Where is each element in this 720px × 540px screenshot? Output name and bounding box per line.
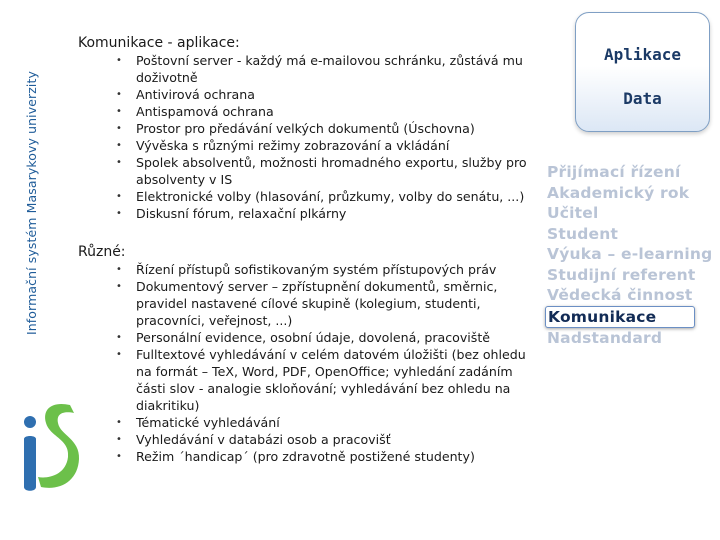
list-item: • Vyhledávání v databázi osob a pracovišť	[116, 431, 538, 448]
section-applications	[78, 34, 538, 222]
list-item: • Fulltextové vyhledávání v celém datovém úložišti (bez ohledu na formát – TeX, Word, PDF, OpenOffice; vyhledání zadáním části slov - analogie skloňování; vyhledávání bez ohledu na diakritiku)	[116, 346, 538, 414]
nav-item-admissions[interactable]: Přijímací řízení	[547, 163, 681, 181]
list-item: • Dokumentový server – zpřístupnění dokumentů, směrnic, pravidel nastavené cílové skupině (kolegium, studenti, pracovníci, veřejnost, ...)	[116, 278, 538, 329]
bullet-list	[78, 52, 538, 222]
list-item: • Diskusní fórum, relaxační plkárny	[116, 205, 538, 222]
section-misc	[78, 243, 538, 465]
nav-item-study-officer[interactable]: Studijní referent	[547, 265, 696, 284]
list-item: • Personální evidence, osobní údaje, dovolená, pracoviště	[116, 329, 538, 346]
panel-label-data: Data	[623, 89, 662, 108]
nav-item-student[interactable]: Student	[547, 224, 619, 243]
list-item: • Prostor pro předávání velkých dokumentů (Úschovna)	[116, 120, 538, 137]
section-heading: Různé:	[78, 244, 126, 260]
vertical-title: Informační systém Masarykovy univerzity	[24, 71, 39, 335]
list-item: • Antispamová ochrana	[116, 103, 538, 120]
main-content	[78, 34, 538, 465]
list-item: • Tématické vyhledávání	[116, 414, 538, 431]
nav-item-teacher[interactable]: Učitel	[547, 204, 599, 222]
list-item: • Spolek absolventů, možnosti hromadného exportu, služby pro absolventy v IS	[116, 154, 538, 188]
section-spacer	[78, 222, 538, 243]
nav-item-communication[interactable]: Komunikace	[545, 306, 695, 329]
list-item: • Režim ´handicap´ (pro zdravotně postižené studenty)	[116, 448, 538, 465]
list-item: • Vývěska s různými režimy zobrazování a vkládání	[116, 137, 538, 154]
bullet-list	[78, 261, 538, 465]
nav-item-research[interactable]: Vědecká činnost	[547, 286, 693, 304]
panel-label-applications: Aplikace	[603, 45, 682, 64]
topic-nav	[545, 162, 715, 349]
applications-data-panel[interactable]	[575, 12, 710, 132]
nav-item-premium[interactable]: Nadstandard	[547, 329, 663, 347]
list-item: • Antivirová ochrana	[116, 86, 538, 103]
list-item: • Elektronické volby (hlasování, průzkumy, volby do senátu, ...)	[116, 188, 538, 205]
nav-item-academic-year[interactable]: Akademický rok	[547, 183, 690, 202]
is-logo-icon	[8, 395, 80, 500]
list-item: • Poštovní server - každý má e-mailovou schránku, zůstává mu doživotně	[116, 52, 538, 86]
nav-item-e-learning[interactable]: Výuka – e-learning	[547, 245, 713, 263]
section-heading: Komunikace - aplikace:	[78, 35, 240, 51]
list-item: • Řízení přístupů sofistikovaným systém přístupových práv	[116, 261, 538, 278]
